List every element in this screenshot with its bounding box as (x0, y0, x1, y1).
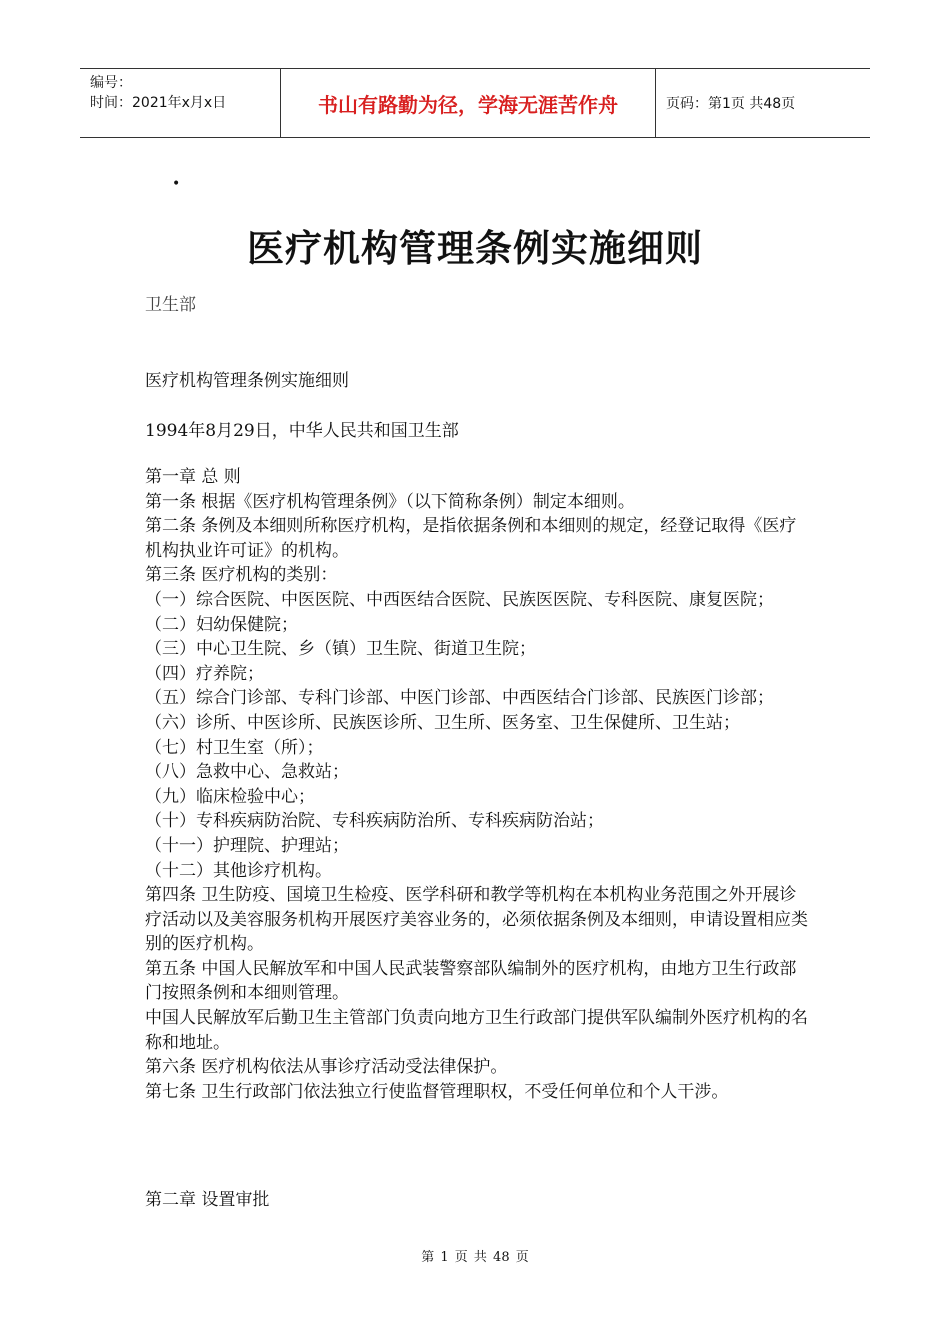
document-date-line: 1994年8月29日，中华人民共和国卫生部 (145, 421, 459, 441)
paragraph: 第一章 总 则 (145, 467, 241, 487)
paragraph: （十）专科疾病防治院、专科疾病防治所、专科疾病防治站； (145, 811, 604, 832)
paragraph: 第一条 根据《医疗机构管理条例》（以下简称条例）制定本细则。 (145, 491, 635, 512)
header-meta (80, 69, 280, 137)
paragraph: （四）疗养院； (145, 663, 264, 684)
time-label: 时间：2021年x月x日 (90, 95, 227, 111)
page-header (80, 68, 870, 138)
document-title: 医疗机构管理条例实施细则 (247, 227, 703, 270)
paragraph: （九）临床检验中心； (145, 786, 315, 807)
page-footer: 第 1 页 共 48 页 (421, 1250, 529, 1265)
paragraph: （二）妇幼保健院； (145, 614, 298, 635)
bullet-mark: • (172, 176, 181, 192)
paragraph: （七）村卫生室（所）； (145, 737, 324, 758)
paragraph: （十一）护理院、护理站； (145, 835, 349, 856)
paragraph: 第七条 卫生行政部门依法独立行使监督管理职权，不受任何单位和个人干涉。 (145, 1081, 729, 1102)
paragraph: 第六条 医疗机构依法从事诊疗活动受法律保护。 (145, 1057, 508, 1078)
document-body (145, 465, 810, 1104)
header-motto: 书山有路勤为径，学海无涯苦作舟 (280, 69, 656, 137)
paragraph: 第五条 中国人民解放军和中国人民武装警察部队编制外的医疗机构，由地方卫生行政部门按照条例和本细则管理。 (145, 958, 797, 1004)
paragraph: （一）综合医院、中医医院、中西医结合医院、民族医医院、专科医院、康复医院； (145, 589, 774, 610)
chapter-heading: 第二章 设置审批 (145, 1190, 270, 1210)
paragraph: 中国人民解放军后勤卫生主管部门负责向地方卫生行政部门提供军队编制外医疗机构的名称和地址。 (145, 1008, 808, 1053)
paragraph: （八）急救中心、急救站； (145, 762, 349, 783)
number-label: 编号： (90, 75, 132, 91)
paragraph: （六）诊所、中医诊所、民族医诊所、卫生所、医务室、卫生保健所、卫生站； (145, 712, 740, 733)
paragraph: （十二）其他诊疗机构。 (145, 860, 332, 881)
document-subtitle: 医疗机构管理条例实施细则 (145, 371, 349, 391)
document-author: 卫生部 (145, 295, 196, 315)
paragraph: （五）综合门诊部、专科门诊部、中医门诊部、中西医结合门诊部、民族医门诊部； (145, 688, 774, 709)
header-page-info: 页码：第1页 共48页 (666, 96, 796, 112)
paragraph: 第三条 医疗机构的类别： (145, 565, 338, 586)
paragraph: （三）中心卫生院、乡（镇）卫生院、街道卫生院； (145, 639, 536, 660)
paragraph: 第二条 条例及本细则所称医疗机构，是指依据条例和本细则的规定，经登记取得《医疗机构执业许可证》的机构。 (145, 516, 797, 561)
paragraph: 第四条 卫生防疫、国境卫生检疫、医学科研和教学等机构在本机构业务范围之外开展诊疗活动以及美容服务机构开展医疗美容业务的，必须依据条例及本细则，申请设置相应类别的医疗机构。 (145, 885, 808, 955)
